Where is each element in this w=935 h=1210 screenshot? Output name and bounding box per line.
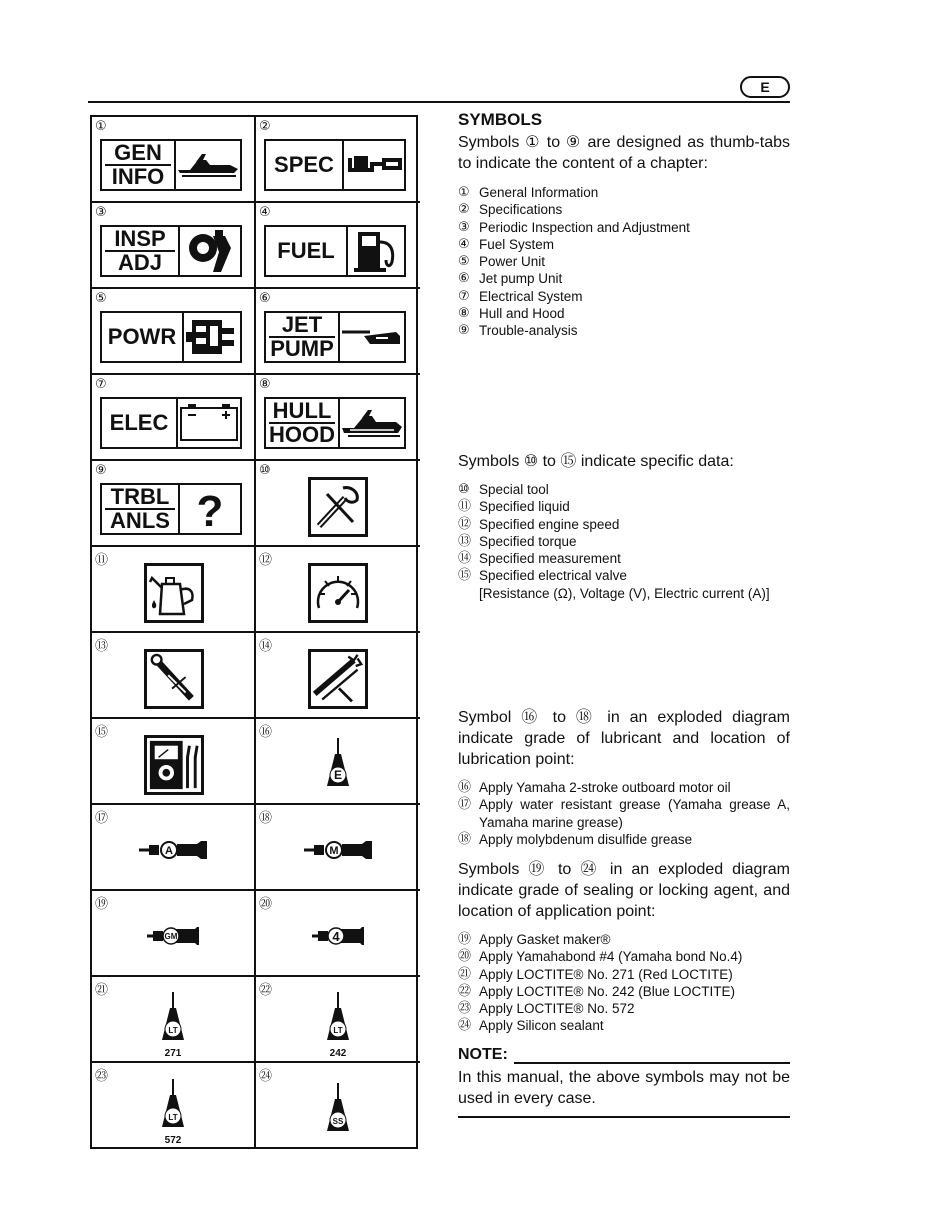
svg-text:A: A	[165, 844, 173, 857]
list-item-number: ⑱	[458, 831, 472, 847]
symbol-cell	[92, 805, 256, 891]
symbol-cell	[256, 1063, 420, 1149]
list-item-number: ⑨	[458, 323, 470, 339]
sealant-block	[458, 859, 790, 1035]
list-item-text: Apply Yamaha 2-stroke outboard motor oil	[479, 780, 731, 795]
caliper-icon	[311, 652, 365, 706]
list-item	[458, 236, 790, 253]
language-tab-label: E	[760, 79, 770, 95]
symbol-graphic	[92, 991, 254, 1057]
thumb-tab-label-line: JET	[269, 314, 335, 338]
list-item-number: ④	[458, 236, 470, 252]
special-tool-icon	[311, 480, 365, 534]
list-item-number: ㉑	[458, 966, 472, 982]
symbol-number: ㉔	[259, 1069, 273, 1084]
symbol-grid	[90, 115, 418, 1149]
jet-pump-icon	[340, 313, 404, 361]
list-item-text: Jet pump Unit	[479, 271, 563, 287]
data-symbol-frame	[308, 477, 368, 537]
thumb-tab-symbol	[264, 311, 406, 363]
svg-text:LT: LT	[168, 1025, 178, 1035]
symbol-graphic	[92, 905, 254, 971]
thumb-tab-label	[102, 227, 180, 275]
symbol-number: ⑤	[95, 291, 107, 306]
list-item-text: Hull and Hood	[479, 306, 565, 322]
thumb-tab-label-line: GEN	[105, 142, 171, 166]
oil-bottle-icon	[323, 736, 353, 797]
symbol-number: ④	[259, 205, 271, 220]
thumb-tab-label-line: INFO	[111, 164, 165, 189]
thumb-tab-symbol	[100, 139, 242, 191]
thumb-tab-list	[458, 184, 790, 340]
list-item-text: Apply LOCTITE® No. 572	[479, 1001, 635, 1017]
sealant-tube-icon	[310, 923, 366, 954]
oil-can-icon	[147, 566, 201, 620]
jet-ski-icon	[176, 141, 240, 189]
thumb-tab-label	[102, 141, 176, 189]
text-column	[458, 110, 790, 340]
thumb-tab-label-line: ELEC	[109, 410, 169, 435]
specific-data-block	[458, 451, 790, 602]
question-icon	[180, 485, 240, 533]
symbol-number: ⑲	[95, 897, 109, 912]
symbol-cell	[256, 375, 420, 461]
thumb-tab-label	[102, 313, 184, 361]
symbol-number: ⑳	[259, 897, 273, 912]
data-symbol-frame	[144, 563, 204, 623]
symbol-cell	[92, 719, 256, 805]
torque-wrench-icon	[147, 652, 201, 706]
note-end-rule	[458, 1116, 790, 1118]
list-item-number: ⑪	[458, 499, 472, 515]
data-symbol-frame	[144, 649, 204, 709]
list-item-number: ㉓	[458, 1001, 472, 1017]
list-item-text: Fuel System	[479, 236, 555, 252]
note-heading	[458, 1046, 790, 1064]
symbol-cell	[92, 461, 256, 547]
data-symbol-frame	[308, 649, 368, 709]
list-item	[458, 481, 790, 498]
symbol-number: ⑬	[95, 639, 109, 654]
list-item	[458, 184, 790, 201]
thumb-tab-label	[102, 399, 178, 447]
grease-gun-icon	[344, 141, 404, 189]
symbol-graphic	[256, 991, 420, 1057]
list-item-number: ⑥	[458, 271, 470, 287]
list-item-number: ⑰	[458, 797, 472, 813]
svg-text:LT: LT	[168, 1112, 178, 1122]
list-item-number: ⑬	[458, 533, 472, 549]
thumb-tab-symbol	[100, 397, 242, 449]
thumb-tab-label	[266, 227, 348, 275]
list-item-text: Apply Yamahabond #4 (Yamaha bond No.4)	[479, 949, 743, 965]
symbol-number: ⑭	[259, 639, 273, 654]
list-item	[458, 201, 790, 218]
list-item-text: Specified electrical valve	[479, 568, 627, 584]
list-item	[458, 516, 790, 533]
symbol-cell	[256, 289, 420, 375]
loctite-bottle-icon	[323, 990, 353, 1051]
symbol-cell	[256, 719, 420, 805]
symbol-number: ⑦	[95, 377, 107, 392]
specific-data-list	[458, 481, 790, 602]
list-item-number: ⑫	[458, 516, 472, 532]
symbol-graphic	[256, 819, 420, 885]
list-item	[458, 550, 790, 567]
svg-text:4: 4	[332, 928, 340, 944]
symbol-number: ⑥	[259, 291, 271, 306]
battery-icon	[178, 399, 240, 447]
list-item	[458, 270, 790, 287]
thumb-tab-symbol	[264, 397, 406, 449]
list-item-text: Specified torque	[479, 533, 577, 549]
wrench-nut-icon	[180, 227, 240, 275]
thumb-tab-label-line: INSP	[105, 228, 175, 252]
symbol-cell	[92, 203, 256, 289]
list-item	[458, 966, 790, 983]
list-item	[458, 253, 790, 270]
lubricant-list	[458, 779, 790, 848]
symbol-number: ⑪	[95, 553, 109, 568]
list-item	[458, 831, 790, 848]
list-item-text: Apply Gasket maker®	[479, 932, 611, 947]
thumb-tab-label-line: FUEL	[277, 238, 335, 263]
thumb-tab-label	[266, 141, 344, 189]
symbol-cell	[92, 289, 256, 375]
list-item-number: ⑤	[458, 254, 470, 270]
symbol-number: ⑱	[259, 811, 273, 826]
list-item-number: ㉒	[458, 983, 472, 999]
list-item-number	[458, 585, 479, 602]
symbol-caption: 572	[164, 1134, 182, 1146]
symbol-cell	[92, 633, 256, 719]
thumb-tab-symbol	[100, 311, 242, 363]
list-item-text: Apply LOCTITE® No. 271 (Red LOCTITE)	[479, 966, 733, 982]
list-item	[458, 533, 790, 550]
symbol-number: ⑧	[259, 377, 271, 392]
svg-text:GM: GM	[164, 931, 178, 941]
thumb-tab-symbol	[100, 483, 242, 535]
list-item-number: ⑭	[458, 551, 472, 567]
list-item	[458, 567, 790, 584]
thumb-tab-label-line: POWR	[107, 324, 177, 349]
thumb-tab-label-line: SPEC	[274, 152, 334, 177]
symbol-cell	[256, 891, 420, 977]
symbol-number: ⑰	[95, 811, 109, 826]
svg-text:M: M	[329, 844, 339, 857]
symbol-cell	[256, 977, 420, 1063]
lubricant-block	[458, 707, 790, 848]
note-label: NOTE:	[458, 1046, 508, 1063]
engine-icon	[184, 313, 240, 361]
thumb-tab-label-line: ADJ	[117, 250, 162, 275]
symbol-number: ⑫	[259, 553, 273, 568]
symbol-graphic	[256, 1077, 420, 1145]
list-item-number: ⑯	[458, 780, 472, 795]
list-item-text: Periodic Inspection and Adjustment	[479, 219, 690, 235]
list-item-number: ①	[458, 185, 470, 200]
data-symbol-frame	[308, 563, 368, 623]
list-item-text: Apply molybdenum disulfide grease	[479, 831, 693, 847]
sealant-list	[458, 931, 790, 1035]
list-item-text: Apply LOCTITE® No. 242 (Blue LOCTITE)	[479, 983, 736, 999]
list-item-text: Apply water resistant grease (Yamaha grease A, Yamaha marine grease)	[479, 797, 790, 830]
symbol-number: ⑩	[259, 463, 271, 478]
symbol-cell	[256, 633, 420, 719]
list-item	[458, 948, 790, 965]
thumb-tab-symbol	[100, 225, 242, 277]
symbol-caption: 271	[164, 1047, 182, 1059]
thumb-tab-symbol	[264, 225, 406, 277]
list-item-text: [Resistance (Ω), Voltage (V), Electric current (A)]	[479, 585, 770, 601]
list-item-text: Specified liquid	[479, 499, 570, 515]
tachometer-icon	[311, 566, 365, 620]
fuel-pump-icon	[348, 227, 404, 275]
symbol-cell	[92, 1063, 256, 1149]
thumb-tab-label	[266, 399, 340, 447]
list-item-number: ⑦	[458, 288, 470, 304]
list-item	[458, 322, 790, 339]
sealant-tube-icon	[145, 923, 201, 954]
svg-text:?: ?	[196, 487, 224, 532]
symbol-number: ㉓	[95, 1069, 109, 1084]
list-item-number: ㉔	[458, 1018, 472, 1034]
symbol-cell	[92, 891, 256, 977]
list-item	[458, 1000, 790, 1017]
thumb-tab-symbol	[264, 139, 406, 191]
symbol-number: ②	[259, 119, 271, 134]
list-item-text: Electrical System	[479, 288, 583, 304]
symbol-number: ⑯	[259, 725, 273, 740]
hull-icon	[340, 399, 404, 447]
note-text: In this manual, the above symbols may not be used in every case.	[458, 1069, 790, 1107]
header-rule	[88, 101, 790, 103]
symbol-graphic	[256, 733, 420, 799]
symbol-cell	[92, 547, 256, 633]
symbol-cell	[256, 461, 420, 547]
thumb-tab-label-line: HOOD	[269, 422, 335, 447]
grease-tube-icon	[302, 837, 374, 868]
list-item-number: ⑳	[458, 949, 472, 965]
symbol-cell	[256, 203, 420, 289]
list-item	[458, 983, 790, 1000]
grease-tube-icon	[137, 837, 209, 868]
note-block	[458, 1046, 790, 1118]
list-item	[458, 585, 790, 602]
symbol-cell	[92, 117, 256, 203]
loctite-bottle-icon	[158, 990, 188, 1051]
thumb-tab-label-line: ANLS	[110, 508, 170, 533]
list-item-text: Apply Silicon sealant	[479, 1018, 604, 1034]
list-item-number: ⑩	[458, 482, 470, 497]
list-item-text: Specifications	[479, 202, 563, 218]
list-item	[458, 498, 790, 515]
intro-lubricant: Symbol ⑯ to ⑱ in an exploded diagram indicate grade of lubricant and location of lubrication point:	[458, 709, 790, 768]
list-item	[458, 288, 790, 305]
list-item	[458, 305, 790, 322]
symbol-graphic	[256, 905, 420, 971]
symbol-number: ①	[95, 119, 107, 134]
intro-thumb-tabs: Symbols ① to ⑨ are designed as thumb-tabs to indicate the content of a chapter:	[458, 134, 790, 172]
symbol-graphic	[92, 1077, 254, 1145]
symbol-cell	[92, 977, 256, 1063]
list-item-number: ⑲	[458, 932, 472, 947]
data-symbol-frame	[144, 735, 204, 795]
list-item-text: Special tool	[479, 482, 549, 497]
list-item	[458, 219, 790, 236]
symbol-cell	[256, 805, 420, 891]
list-item	[458, 931, 790, 948]
multimeter-icon	[147, 738, 201, 792]
list-item-number: ③	[458, 219, 470, 235]
list-item-text: Trouble-analysis	[479, 323, 578, 339]
list-item	[458, 796, 790, 831]
list-item-text: Power Unit	[479, 254, 546, 270]
symbol-caption: 242	[329, 1047, 347, 1059]
section-heading: SYMBOLS	[458, 110, 543, 129]
loctite-bottle-icon	[158, 1077, 188, 1138]
list-item-text: Specified engine speed	[479, 516, 620, 532]
intro-specific-data: Symbols ⑩ to ⑮ indicate specific data:	[458, 453, 734, 470]
list-item	[458, 1017, 790, 1034]
list-item-number: ⑮	[458, 568, 472, 584]
symbol-number: ㉒	[259, 983, 273, 998]
symbol-number: ③	[95, 205, 107, 220]
list-item	[458, 779, 790, 796]
symbol-cell	[256, 547, 420, 633]
symbol-number: ⑮	[95, 725, 109, 740]
silicon-bottle-icon	[323, 1081, 353, 1142]
thumb-tab-label-line: TRBL	[105, 486, 175, 510]
symbol-cell	[256, 117, 420, 203]
list-item-number: ②	[458, 202, 470, 218]
list-item-text: General Information	[479, 185, 599, 200]
symbol-number: ㉑	[95, 983, 109, 998]
svg-text:E: E	[333, 767, 343, 782]
thumb-tab-label-line: HULL	[269, 400, 335, 424]
svg-text:SS: SS	[332, 1116, 344, 1126]
language-tab	[740, 76, 790, 98]
thumb-tab-label	[102, 485, 180, 533]
list-item-number: ⑧	[458, 306, 470, 322]
thumb-tab-label	[266, 313, 340, 361]
thumb-tab-label-line: PUMP	[270, 336, 334, 361]
symbol-number: ⑨	[95, 463, 107, 478]
intro-sealant: Symbols ⑲ to ㉔ in an exploded diagram indicate grade of sealing or locking agent, and location of application point:	[458, 861, 790, 920]
symbol-graphic	[92, 819, 254, 885]
symbol-cell	[92, 375, 256, 461]
list-item-text: Specified measurement	[479, 551, 621, 567]
svg-text:LT: LT	[333, 1025, 343, 1035]
